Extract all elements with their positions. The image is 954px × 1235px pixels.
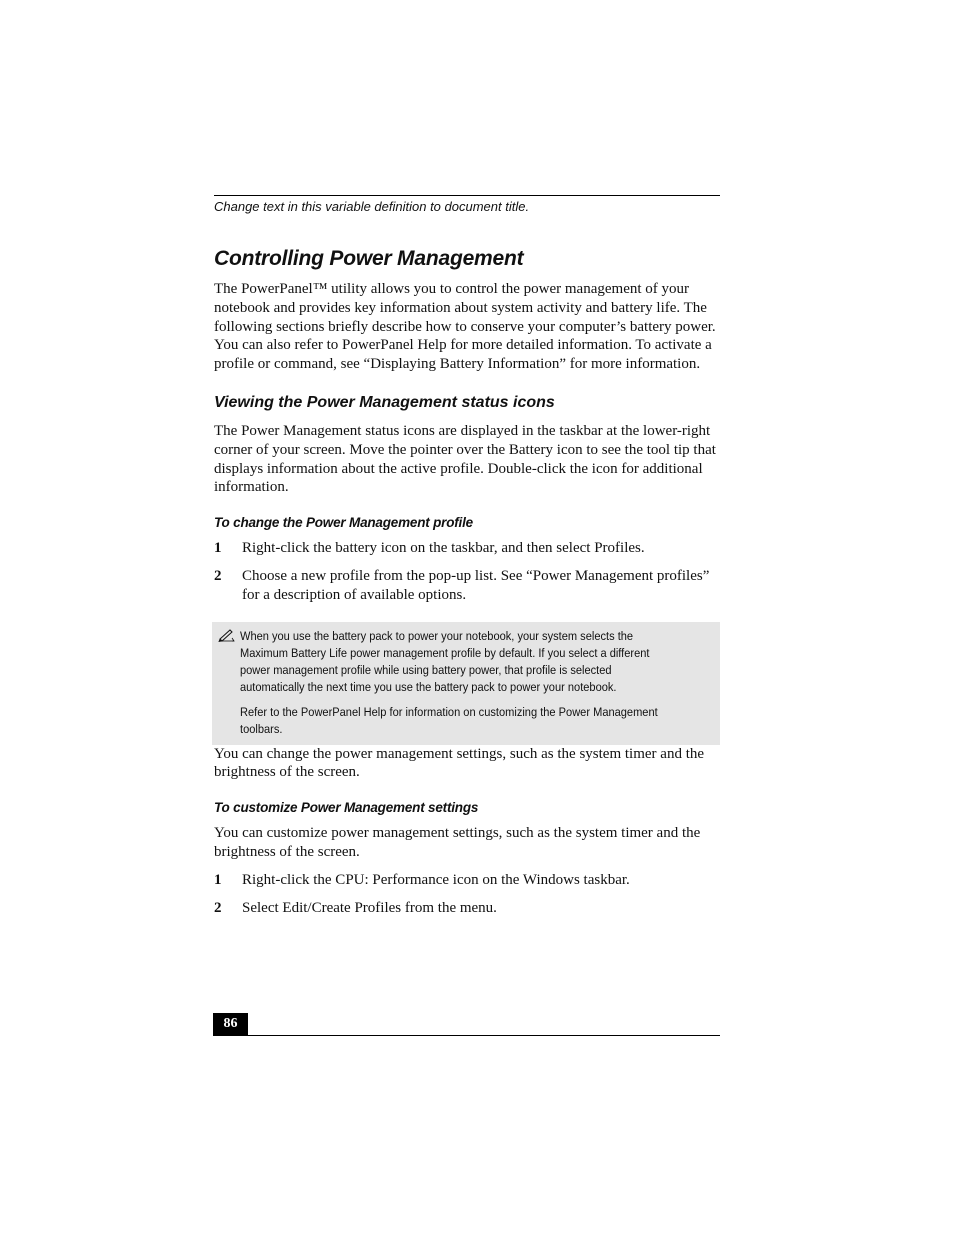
note-body	[240, 628, 665, 738]
customize-paragraph: You can customize power management settings, such as the system timer and the brightness of the screen.	[214, 825, 701, 860]
step-text: Choose a new profile from the pop-up list. See “Power Management profiles” for a description of available options.	[242, 567, 710, 603]
change-profile-step	[214, 567, 720, 605]
status-icons-paragraph: The Power Management status icons are displayed in the taskbar at the lower-right corner of your screen. Move the pointer over the Battery icon to see the tool tip that displays information about the active profile. Double-click the icon for additional information.	[214, 422, 716, 496]
note-paragraph: When you use the battery pack to power your notebook, your system selects the Maximum Battery Life power management profile by default. If you select a different power management profile while using battery power, that profile is selected automatically the next time you use the battery pack to power your notebook.	[240, 628, 650, 694]
note-box	[212, 622, 720, 745]
section-title: Controlling Power Management	[214, 247, 524, 270]
customize-step	[214, 871, 720, 890]
note-pencil-icon	[212, 628, 240, 738]
note-paragraph: Refer to the PowerPanel Help for information on customizing the Power Management toolbars.	[240, 704, 658, 736]
running-header: Change text in this variable definition to document title.	[214, 199, 530, 214]
customize-step	[214, 899, 720, 918]
step-number: 2	[214, 567, 222, 584]
page-footer	[213, 1013, 720, 1036]
after-note-paragraph: You can change the power management settings, such as the system timer and the brightness of the screen.	[214, 745, 705, 781]
step-number: 1	[214, 540, 222, 557]
note-pencil-icon-glyph	[218, 628, 236, 642]
intro-paragraph: The PowerPanel™ utility allows you to control the power management of your notebook and provides key information about system activity and battery life. The following sections briefly describe how to conserve your computer’s battery power. You can also refer to PowerPanel Help for more detailed information. To activate a profile or command, see “Displaying Battery Information” for more information.	[214, 281, 716, 373]
change-profile-step	[214, 539, 720, 558]
step-text: Right-click the CPU: Performance icon on the Windows taskbar.	[242, 871, 630, 888]
status-icons-heading: Viewing the Power Management status icons	[214, 393, 555, 411]
step-text: Right-click the battery icon on the taskbar, and then select Profiles.	[242, 540, 645, 557]
customize-heading: To customize Power Management settings	[214, 800, 479, 816]
page-content	[214, 195, 720, 917]
change-profile-heading: To change the Power Management profile	[214, 515, 473, 531]
step-number: 2	[214, 899, 222, 916]
page-number: 86	[213, 1013, 248, 1035]
step-number: 1	[214, 871, 222, 888]
footer-rule	[213, 1035, 720, 1036]
header-rule	[214, 195, 720, 196]
step-text: Select Edit/Create Profiles from the menu.	[242, 899, 497, 916]
